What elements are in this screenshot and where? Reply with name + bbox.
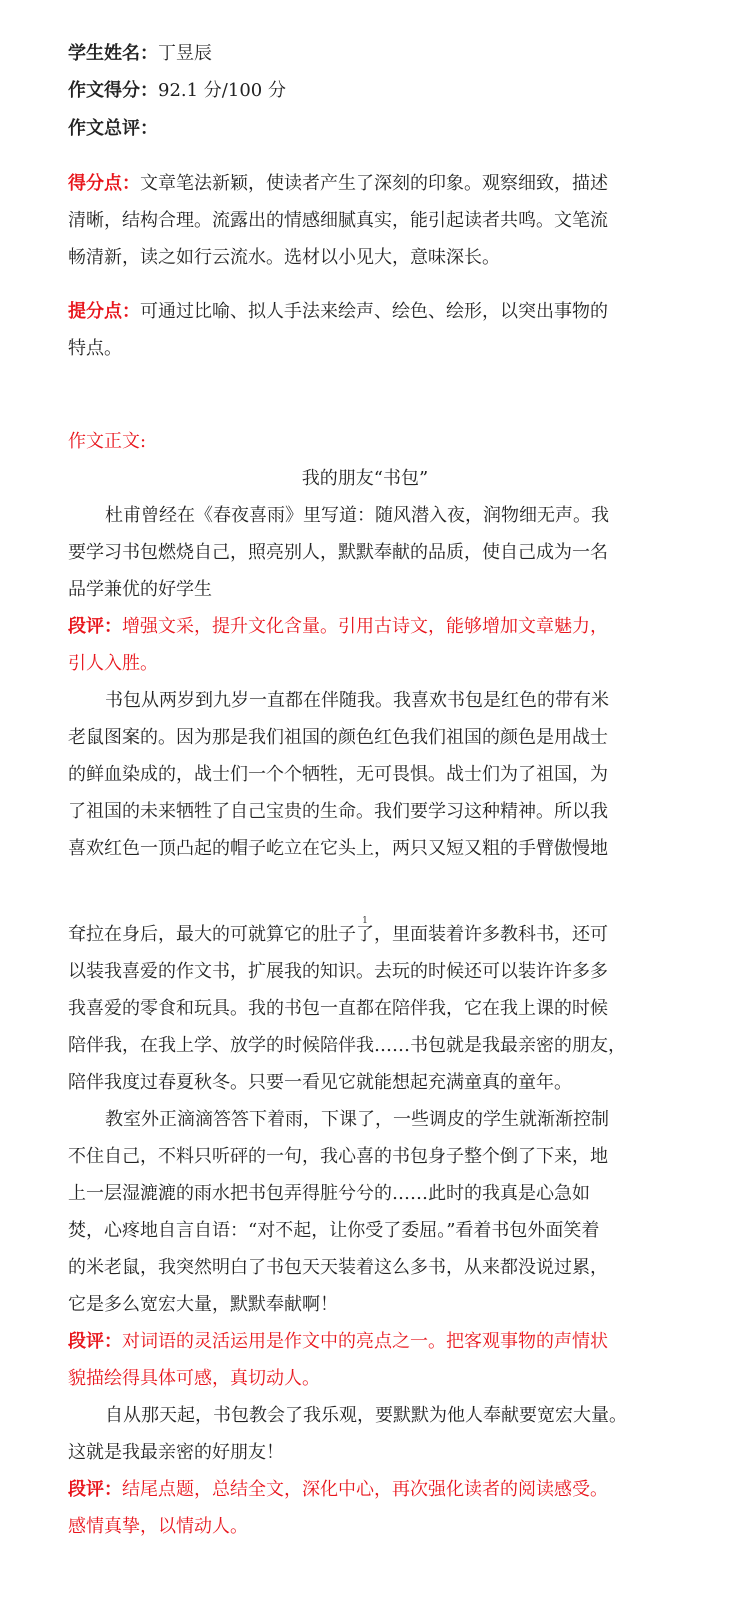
comment-prefix: 段评：	[68, 1479, 122, 1500]
essay-section-label: 作文正文:	[68, 431, 147, 452]
student-name-value: 丁昱辰	[158, 43, 212, 64]
strength-line-1	[68, 165, 648, 202]
p4-line-1: 自从那天起，书包教会了我乐观，要默默为他人奉献要宽宏大量。	[105, 1405, 627, 1426]
p3-line-1: 教室外正滴滴答答下着雨，下课了，一些调皮的学生就渐渐控制	[105, 1109, 609, 1130]
p2b-line-3: 我喜爱的零食和玩具。我的书包一直都在陪伴我，它在我上课的时候	[68, 998, 608, 1019]
p2-line-1: 书包从两岁到九岁一直都在伴随我。我喜欢书包是红色的带有米	[105, 690, 609, 711]
comment-prefix: 段评：	[68, 1331, 122, 1352]
p2-line-5: 喜欢红色一顶凸起的帽子屹立在它头上，两只又短又粗的手臂傲慢地	[68, 838, 608, 859]
strength-label: 得分点：	[68, 173, 140, 194]
improve-line-2: 特点。	[68, 338, 122, 359]
p2b-line-4: 陪伴我，在我上学、放学的时候陪伴我……书包就是我最亲密的朋友，	[68, 1035, 626, 1056]
p1-line-2: 要学习书包燃烧自己，照亮别人，默默奉献的品质，使自己成为一名	[68, 542, 608, 563]
essay-title: 我的朋友“书包”	[301, 468, 429, 489]
comment-3-line-2: 感情真挚，以情动人。	[68, 1516, 248, 1537]
p3-line-6: 它是多么宽宏大量，默默奉献啊！	[68, 1294, 338, 1315]
score-row	[68, 72, 648, 109]
p2b-line-2: 以装我喜爱的作文书，扩展我的知识。去玩的时候还可以装许许多多	[68, 961, 608, 982]
student-name-row	[68, 35, 648, 72]
student-name-label: 学生姓名：	[68, 43, 158, 64]
strength-text-1: 文章笔法新颖，使读者产生了深刻的印象。观察细致，描述	[140, 173, 608, 194]
score-label: 作文得分：	[68, 80, 158, 101]
p2-line-4: 了祖国的未来牺牲了自己宝贵的生命。我们要学习这种精神。所以我	[68, 801, 608, 822]
page-number: 1	[362, 916, 368, 926]
comment-1-line-1: 段评：增强文采，提升文化含量。引用古诗文，能够增加文章魅力，	[68, 616, 608, 637]
strength-line-2: 清晰，结构合理。流露出的情感细腻真实，能引起读者共鸣。文笔流	[68, 210, 608, 231]
improve-label: 提分点：	[68, 301, 140, 322]
p2b-line-1: 耷拉在身后，最大的可就算它的肚子了，里面装着许多教科书，还可	[68, 924, 608, 945]
improve-text-1: 可通过比喻、拟人手法来绘声、绘色、绘形，以突出事物的	[140, 301, 608, 322]
review-label: 作文总评：	[68, 118, 158, 139]
p1-line-3: 品学兼优的好学生	[68, 579, 212, 600]
comment-2-line-2: 貌描绘得具体可感，真切动人。	[68, 1368, 320, 1389]
p3-line-4: 焚，心疼地自言自语：“对不起，让你受了委屈。”看着书包外面笑着	[68, 1220, 600, 1241]
comment-1-line-2: 引人入胜。	[68, 653, 158, 674]
p1-line-1: 杜甫曾经在《春夜喜雨》里写道：随风潜入夜，润物细无声。我	[105, 505, 609, 526]
comment-2-line-1: 段评：对词语的灵活运用是作文中的亮点之一。把客观事物的声情状	[68, 1331, 608, 1352]
p3-line-5: 的米老鼠，我突然明白了书包天天装着这么多书，从来都没说过累，	[68, 1257, 608, 1278]
strength-line-3: 畅清新，读之如行云流水。选材以小见大，意味深长。	[68, 247, 500, 268]
comment-3-line-1: 段评：结尾点题，总结全文，深化中心，再次强化读者的阅读感受。	[68, 1479, 608, 1500]
p2-line-2: 老鼠图案的。因为那是我们祖国的颜色红色我们祖国的颜色是用战士	[68, 727, 608, 748]
p3-line-2: 不住自己，不料只听砰的一句，我心喜的书包身子整个倒了下来，地	[68, 1146, 608, 1167]
comment-prefix: 段评：	[68, 616, 122, 637]
p4-line-2: 这就是我最亲密的好朋友！	[68, 1442, 284, 1463]
score-value: 92.1 分/100 分	[158, 80, 286, 101]
improve-line-1	[68, 293, 648, 330]
p2-line-3: 的鲜血染成的，战士们一个个牺牲，无可畏惧。战士们为了祖国，为	[68, 764, 608, 785]
p3-line-3: 上一层湿漉漉的雨水把书包弄得脏兮兮的……此时的我真是心急如	[68, 1183, 590, 1204]
p2b-line-5: 陪伴我度过春夏秋冬。只要一看见它就能想起充满童真的童年。	[68, 1072, 572, 1093]
